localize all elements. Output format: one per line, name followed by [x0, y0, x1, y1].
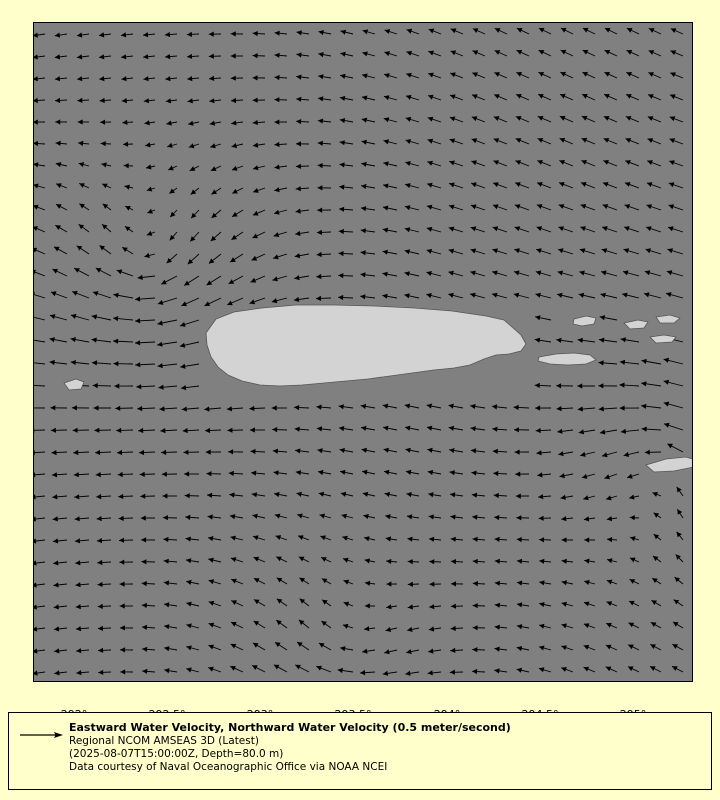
ytick-label: [0, 590, 1, 603]
vieques-island: [538, 353, 596, 365]
ytick-label: [0, 162, 1, 175]
land-polygons: [34, 23, 693, 682]
plot-area: [33, 22, 693, 682]
legend-title: Eastward Water Velocity, Northward Water Velocity (0.5 meter/second): [69, 721, 511, 734]
islet-east-b: [656, 315, 680, 323]
right-arrow-icon: [19, 729, 63, 741]
ytick-label: [0, 483, 1, 496]
mona-island: [64, 379, 84, 390]
legend-time-depth: (2025-08-07T15:00:00Z, Depth=80.0 m): [69, 748, 284, 760]
ytick-label: [0, 55, 1, 68]
culebra-island: [573, 316, 596, 326]
legend-box: [8, 712, 712, 790]
islet-east-a: [624, 320, 648, 329]
islet-southeast: [646, 457, 693, 472]
legend-dataset: Regional NCOM AMSEAS 3D (Latest): [69, 735, 259, 747]
legend-credit: Data courtesy of Naval Oceanographic Office via NOAA NCEI: [69, 761, 388, 773]
ytick-label: [0, 269, 1, 282]
map-canvas[interactable]: [33, 22, 693, 682]
ytick-label: [0, 376, 1, 389]
puerto-rico-island: [206, 305, 526, 386]
islet-east-c: [650, 335, 676, 343]
legend-text-block: [69, 721, 705, 774]
